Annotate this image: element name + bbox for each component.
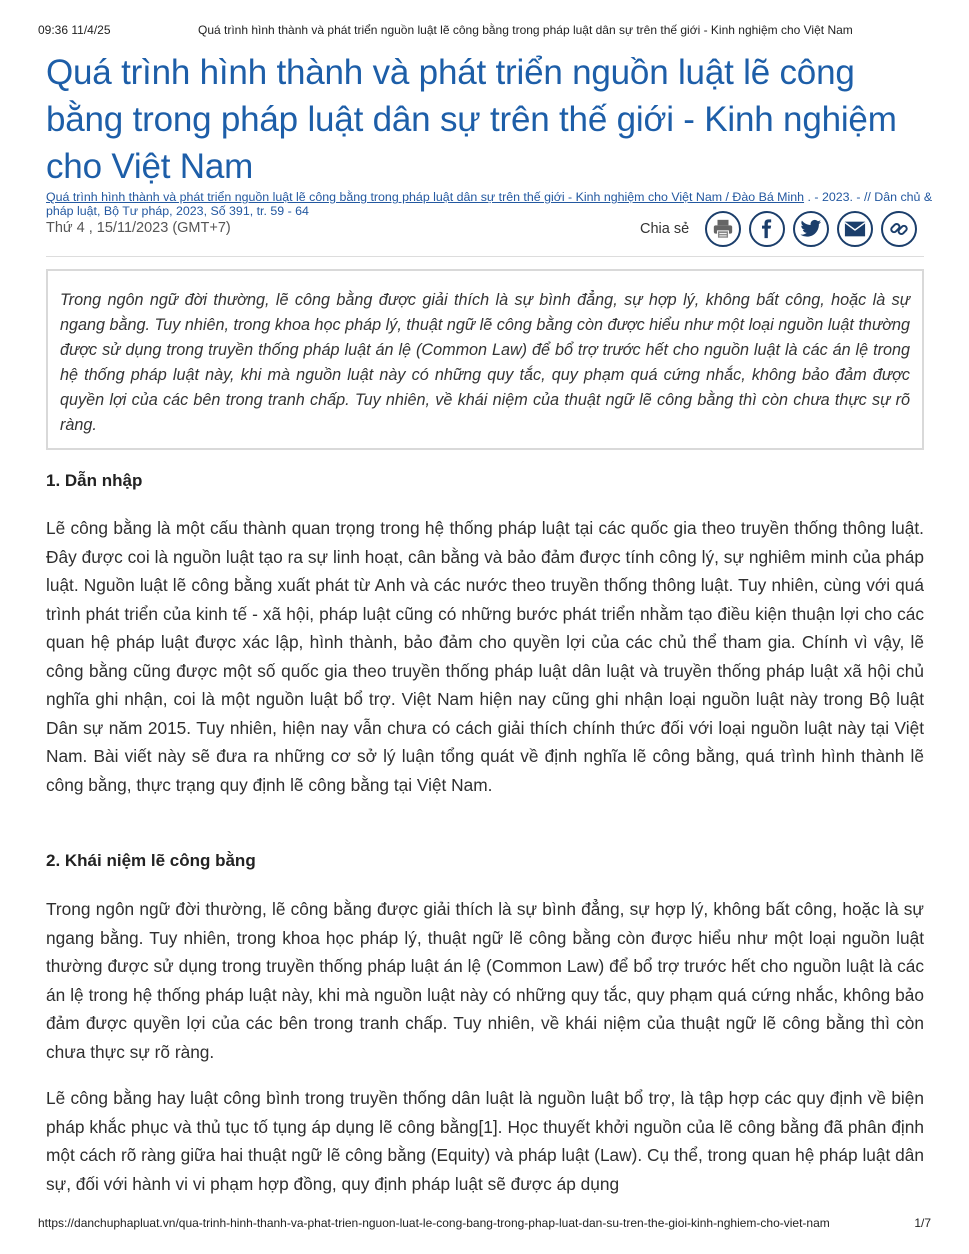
section-concept-paragraph-2: Lẽ công bằng hay luật công bình trong truyền thống dân luật là nguồn luật bổ trợ, là tập hợp các quy định về biện pháp khắc phục và thủ tục tố tụng áp dụng lẽ công bằng[1]. Học thuyết khởi nguồn của lẽ công bằng đã phân định một cách rõ ràng giữa hai thuật ngữ lẽ công bằng (Equity) và pháp luật (Law). Cụ thể, trong quan hệ pháp luật dân sự, đối với hành vi vi phạm hợp đồng, quy định pháp luật sẽ được áp dụng [46,1088,924,1194]
publish-date: Thứ 4 , 15/11/2023 (GMT+7) [46,220,231,236]
section-heading-concept: 2. Khái niệm lẽ công bằng [46,851,256,870]
share-bar [640,211,925,247]
page-number: 1/7 [914,1216,931,1230]
article-abstract: Trong ngôn ngữ đời thường, lẽ công bằng được giải thích là sự bình đẳng, sự hợp lý, không bất công, hoặc là sự ngang bằng. Tuy nhiên, trong khoa học pháp lý, thuật ngữ lẽ công bằng còn được hiểu như một loại nguồn luật thường được sử dụng trong truyền thống pháp luật án lệ (Common Law) để bổ trợ trước hết cho nguồn luật là các án lệ trong hệ thống pháp luật này, khi mà nguồn luật này có những quy tắc, quy phạm quá cứng nhắc, không bảo đảm được quyền lợi của các bên trong tranh chấp. Tuy nhiên, về khái niệm của thuật ngữ lẽ công bằng thì còn chưa thực sự rõ ràng. [46,269,924,450]
print-footer [38,1216,931,1232]
print-button[interactable] [705,211,741,247]
email-icon [844,220,866,238]
citation-link[interactable]: Quá trình hình thành và phát triển nguồn luật lẽ công bằng trong pháp luật dân sự trên thế giới - Kinh nghiệm cho Việt Nam / Đào Bá Minh [46,190,805,204]
section-concept-paragraph-1: Trong ngôn ngữ đời thường, lẽ công bằng được giải thích là sự bình đẳng, sự hợp lý, không bất công, hoặc là sự ngang bằng. Tuy nhiên, trong khoa học pháp lý, thuật ngữ lẽ công bằng còn được hiểu như một loại nguồn luật thường được sử dụng trong truyền thống pháp luật án lệ (Common Law) để bổ trợ trước hết cho nguồn luật là các án lệ trong hệ thống pháp luật này, khi mà nguồn luật này có những quy tắc, quy phạm quá cứng nhắc, không bảo đảm được quyền lợi của các bên trong tranh chấp. Tuy nhiên, về khái niệm của thuật ngữ lẽ công bằng thì còn chưa thực sự rõ ràng. [46,899,924,1062]
print-header [38,22,931,38]
share-label: Chia sẻ [640,221,690,237]
print-page-title: Quá trình hình thành và phát triển nguồn luật lẽ công bằng trong pháp luật dân sự trên thế giới - Kinh nghiệm cho Việt Nam [198,23,853,37]
divider [46,256,924,257]
print-icon [712,218,734,240]
copy-link-button[interactable] [881,211,917,247]
print-timestamp: 09:36 11/4/25 [38,23,111,37]
facebook-icon [757,219,777,239]
print-url: https://danchuphapluat.vn/qua-trinh-hinh-thanh-va-phat-trien-nguon-luat-le-cong-bang-trong-phap-luat-dan-su-tren-the-gioi-kinh-nghiem-cho-viet-nam [38,1216,830,1230]
article-title: Quá trình hình thành và phát triển nguồn luật lẽ công bằng trong pháp luật dân sự trên thế giới - Kinh nghiệm cho Việt Nam [46,53,897,186]
section-heading-introduction: 1. Dẫn nhập [46,471,143,490]
facebook-share-button[interactable] [749,211,785,247]
twitter-icon [800,219,822,239]
copy-link-icon [888,218,910,240]
citation-source: . - 2023. - // Dân chủ & pháp luật, Bộ Tư pháp, 2023, Số 391, tr. 59 - 64 [46,190,933,218]
section-introduction-paragraph: Lẽ công bằng là một cấu thành quan trọng trong hệ thống pháp luật tại các quốc gia theo truyền thống thông luật. Đây được coi là nguồn luật tạo ra sự linh hoạt, cân bằng và bảo đảm được tính công lý, sự nghiêm minh của pháp luật. Nguồn luật lẽ công bằng xuất phát từ Anh và các nước theo truyền thống thông luật. Tuy nhiên, cùng với quá trình phát triển của kinh tế - xã hội, pháp luật cũng có những bước phát triển nhằm tạo điều kiện thuận lợi cho các quan hệ pháp luật được xác lập, hình thành, bảo đảm cho quyền lợi của các chủ thể tham gia. Chính vì vậy, lẽ công bằng cũng được một số quốc gia theo truyền thống pháp luật dân luật và truyền thống pháp luật xã hội chủ nghĩa ghi nhận, coi là một nguồn luật bổ trợ. Việt Nam hiện nay cũng ghi nhận loại nguồn luật này trong Bộ luật Dân sự năm 2015. Tuy nhiên, hiện nay vẫn chưa có cách giải thích chính thức đối với loại nguồn luật này tại Việt Nam. Bài viết này sẽ đưa ra những cơ sở lý luận tổng quát về định nghĩa lẽ công bằng, quá trình hình thành lẽ công bằng, thực trạng quy định lẽ công bằng tại Việt Nam. [46,518,924,795]
email-share-button[interactable] [837,211,873,247]
twitter-share-button[interactable] [793,211,829,247]
